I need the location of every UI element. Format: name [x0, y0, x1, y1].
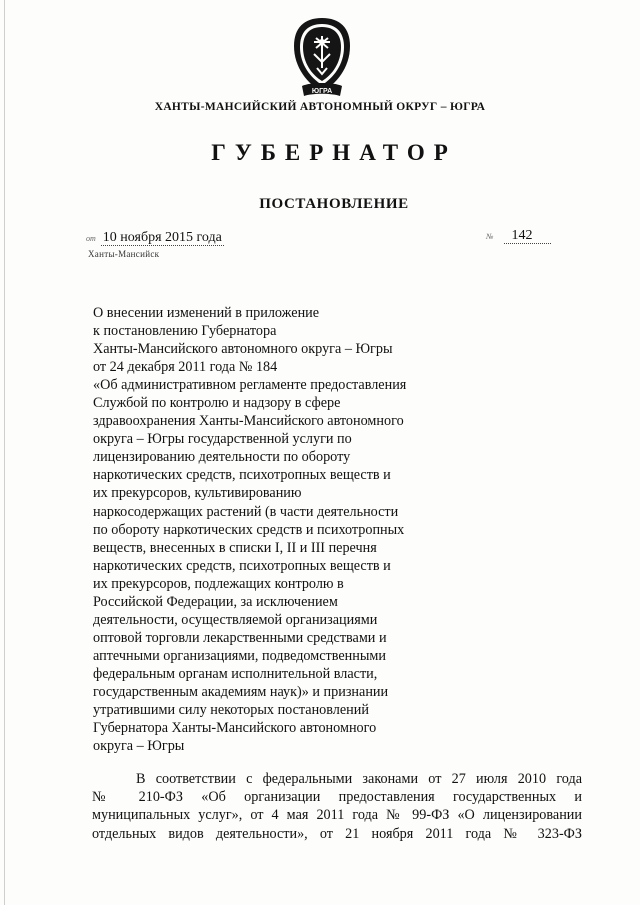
title-line: О внесении изменений в приложение	[93, 305, 320, 321]
number-prefix: №	[486, 232, 494, 241]
number-row	[486, 228, 551, 244]
region-name: ХАНТЫ-МАНСИЙСКИЙ АВТОНОМНЫЙ ОКРУГ – ЮГРА	[154, 101, 486, 113]
date-row	[86, 230, 224, 246]
body-line: В соответствии с федеральными законами от 27 июля 2010 года	[136, 771, 582, 787]
title-line: лицензированию деятельности по обороту	[93, 449, 351, 466]
date-prefix: от	[86, 234, 96, 243]
title-line: веществ, внесенных в списки I, II и III перечня	[93, 539, 377, 556]
title-line: наркотических средств, психотропных веществ и	[93, 467, 391, 484]
title-line: аптечными организациями, подведомственными	[93, 647, 386, 664]
title-line: федеральным органам исполнительной власти,	[93, 665, 378, 682]
body-line: № 210-ФЗ «Об организации предоставления государственных и	[92, 789, 582, 806]
title-line: государственным академиям наук)» и признании	[93, 683, 389, 700]
title-line: округа – Югры государственной услуги по	[93, 431, 352, 448]
document-date: 10 ноября 2015 года	[102, 230, 222, 245]
title-line: «Об административном регламенте предоставления	[93, 377, 407, 394]
coat-of-arms-emblem	[290, 16, 354, 102]
title-line: наркотических средств, психотропных веществ и	[93, 557, 391, 574]
title-line: Службой по контролю и надзору в сфере	[93, 395, 341, 412]
title-line: оптовой торговли лекарственными средствами и	[93, 629, 387, 646]
preamble-paragraph	[92, 770, 582, 843]
scan-edge-line	[4, 0, 5, 905]
document-type: ПОСТАНОВЛЕНИЕ	[259, 196, 409, 212]
title-line: от 24 декабря 2011 года № 184	[93, 359, 278, 376]
body-line: муниципальных услуг», от 4 мая 2011 года № 99-ФЗ «О лицензировании	[92, 807, 582, 824]
title-line: их прекурсоров, подлежащих контролю в	[93, 575, 344, 592]
title-line: наркосодержащих растений (в части деятельности	[93, 503, 399, 520]
title-line: их прекурсоров, культивированию	[93, 485, 302, 502]
authority-title: ГУБЕРНАТОР	[211, 140, 457, 165]
document-city: Ханты-Мансийск	[88, 249, 160, 259]
title-line: здравоохранения Ханты-Мансийского автономного	[93, 413, 404, 430]
emblem-label: ЮГРА	[311, 88, 333, 95]
title-line: утратившими силу некоторых постановлений	[93, 702, 369, 719]
document-number: 142	[504, 228, 551, 244]
title-line: округа – Югры	[93, 738, 185, 755]
title-line: Ханты-Мансийского автономного округа – Югры	[93, 341, 393, 358]
body-line: отдельных видов деятельности», от 21 ноября 2011 года № 323-ФЗ	[92, 825, 582, 842]
title-line: к постановлению Губернатора	[93, 323, 277, 340]
title-line: деятельности, осуществляемой организациями	[93, 611, 378, 628]
decree-title-block	[93, 304, 443, 755]
title-line: Губернатора Ханты-Мансийского автономного	[93, 720, 377, 737]
title-line: Российской Федерации, за исключением	[93, 593, 338, 610]
title-line: по обороту наркотических средств и психотропных	[93, 521, 405, 538]
